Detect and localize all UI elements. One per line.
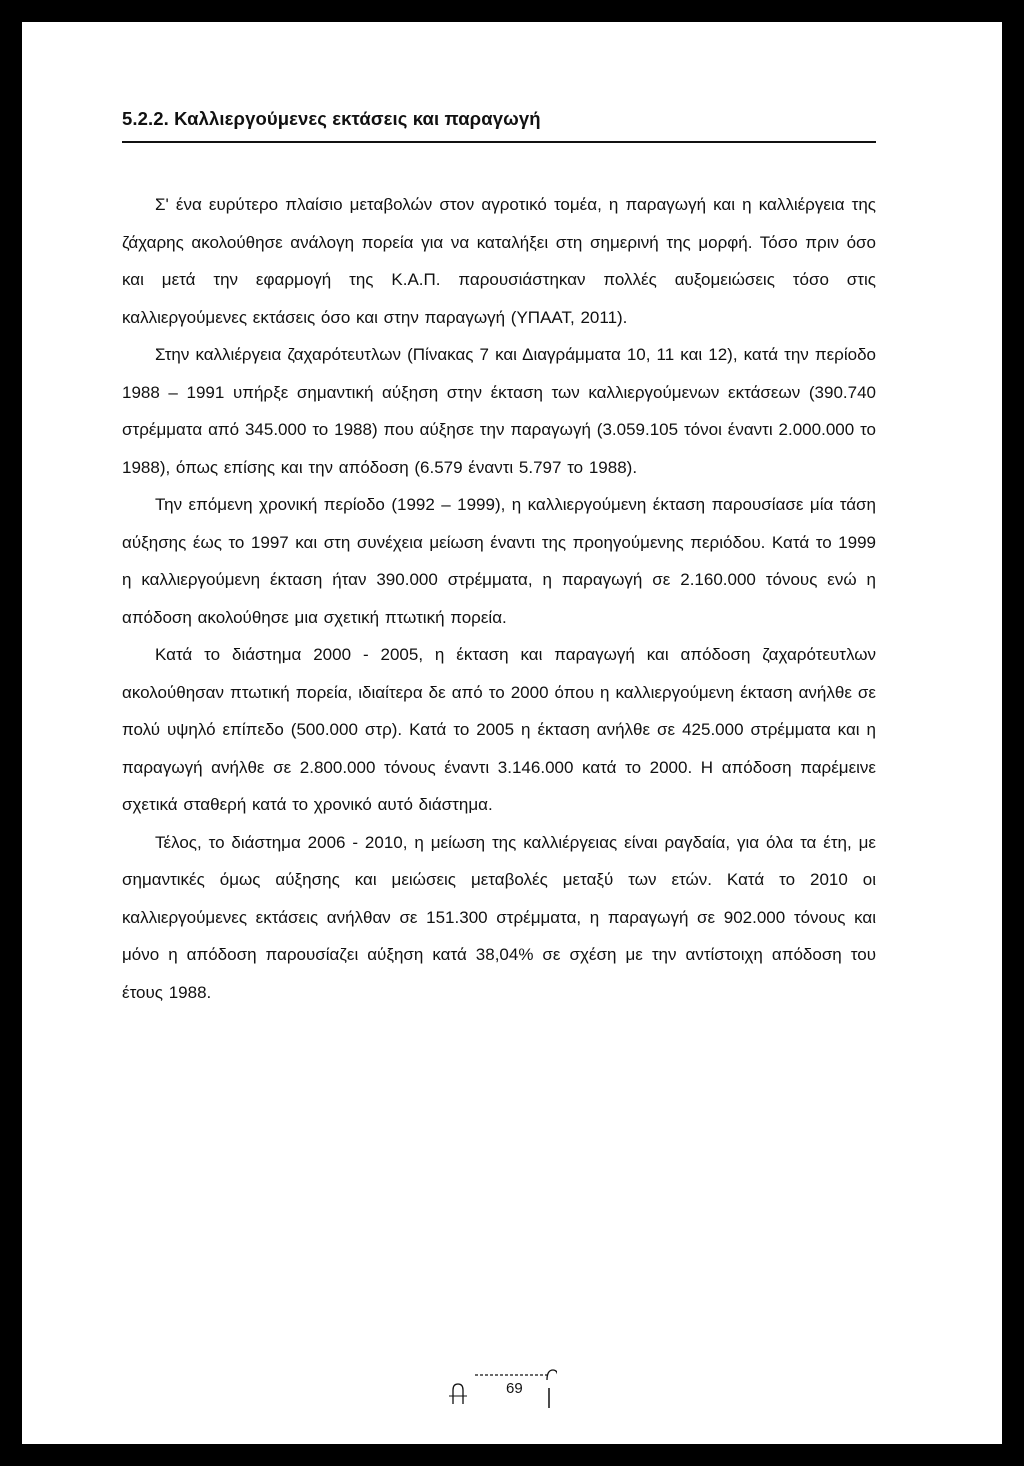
paragraph: Σ' ένα ευρύτερο πλαίσιο μεταβολών στον αγροτικό τομέα, η παραγωγή και η καλλιέργεια της ζάχαρης ακολούθησε ανάλογη πορεία για να καταλήξει στη σημερινή της μορφή. Τόσο πριν όσο και μετά την εφαρμογή της Κ.Α.Π. παρουσιάστηκαν πολλές αυξομειώσεις τόσο στις καλλιεργούμενες εκτάσεις όσο και στην παραγωγή (ΥΠΑΑΤ, 2011).	[122, 195, 876, 327]
paragraph: Στην καλλιέργεια ζαχαρότευτλων (Πίνακας 7 και Διαγράμματα 10, 11 και 12), κατά την περίοδο 1988 – 1991 υπήρξε σημαντική αύξηση στην έκταση των καλλιεργούμενων εκτάσεων (390.740 στρέμματα από 345.000 το 1988) που αύξησε την παραγωγή (3.059.105 τόνοι έναντι 2.000.000 το 1988), όπως επίσης και την απόδοση (6.579 έναντι 5.797 το 1988).	[122, 345, 876, 477]
paragraph: Κατά το διάστημα 2000 - 2005, η έκταση και παραγωγή και απόδοση ζαχαρότευτλων ακολούθησαν πτωτική πορεία, ιδιαίτερα δε από το 2000 όπου η καλλιεργούμενη έκταση ανήλθε σε πολύ υψηλό επίπεδο (500.000 στρ). Κατά το 2005 η έκταση ανήλθε σε 425.000 στρέμματα και η παραγωγή ανήλθε σε 2.800.000 τόνους έναντι 3.146.000 κατά το 2000. Η απόδοση παρέμεινε σχετικά σταθερή κατά το χρονικό αυτό διάστημα.	[122, 645, 876, 814]
paragraph: Την επόμενη χρονική περίοδο (1992 – 1999), η καλλιεργούμενη έκταση παρουσίασε μία τάση αύξησης έως το 1997 και στη συνέχεια μείωση έναντι της προηγούμενης περιόδου. Κατά το 1999 η καλλιεργούμενη έκταση ήταν 390.000 στρέμματα, η παραγωγή σε 2.160.000 τόνους ενώ η απόδοση ακολούθησε μια σχετική πτωτική πορεία.	[122, 495, 876, 627]
page-content	[122, 108, 876, 1011]
page-number-label: 69	[506, 1380, 523, 1397]
page-number	[450, 1380, 523, 1397]
heading-underline	[122, 141, 876, 143]
paragraph: Τέλος, το διάστημα 2006 - 2010, η μείωση της καλλιέργειας είναι ραγδαία, για όλα τα έτη, με σημαντικές όμως αύξησης και μειώσεις μεταβολές μεταξύ των ετών. Κατά το 2010 οι καλλιεργούμενες εκτάσεις ανήλθαν σε 151.300 στρέμματα, η παραγωγή σε 902.000 τόνους και μόνο η απόδοση παρουσίαζει αύξηση κατά 38,04% σε σχέση με την αντίστοιχη απόδοση του έτους 1988.	[122, 832, 876, 1002]
body-text	[122, 186, 876, 1011]
document-page	[22, 22, 1002, 1444]
section-heading: 5.2.2. Καλλιεργούμενες εκτάσεις και παραγωγή	[122, 108, 541, 129]
